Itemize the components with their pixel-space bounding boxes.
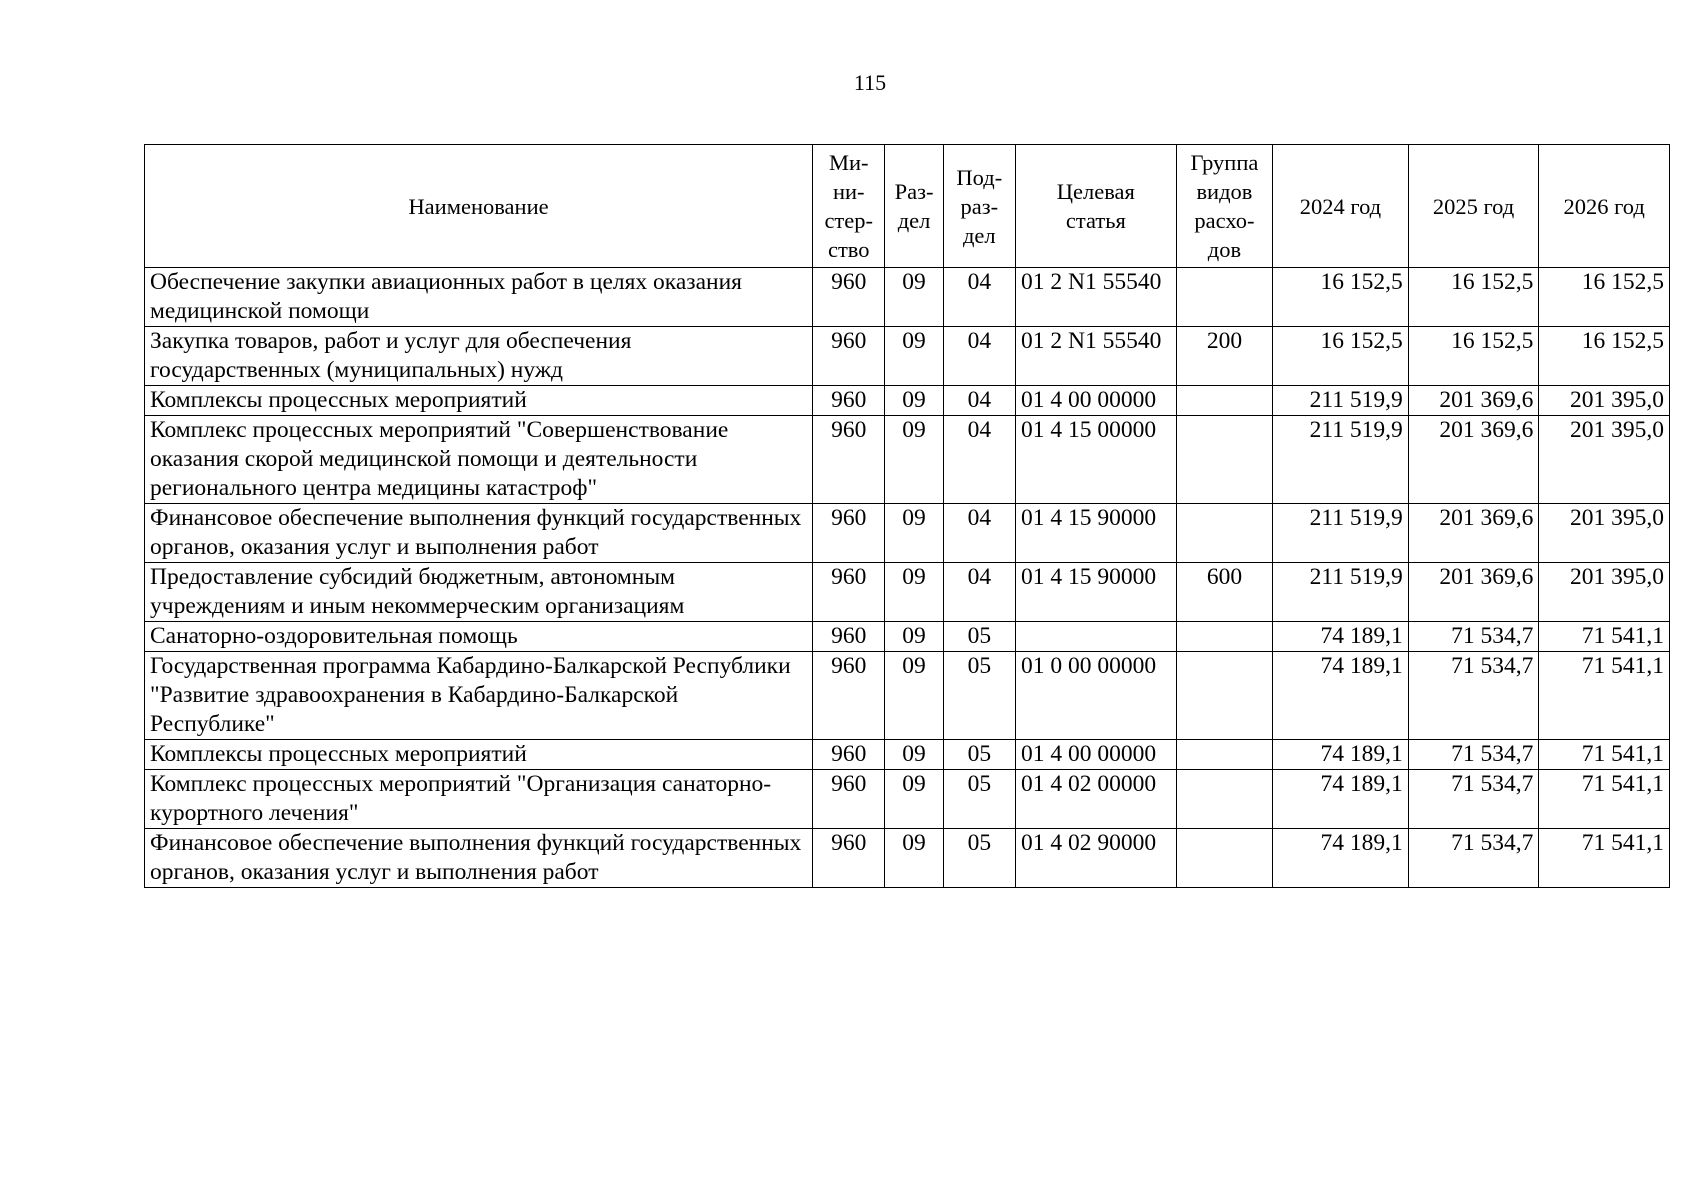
- row-subsection: 04: [943, 327, 1015, 386]
- row-section: 09: [885, 829, 943, 888]
- row-2026: 71 541,1: [1539, 740, 1670, 770]
- row-subsection: 05: [943, 829, 1015, 888]
- header-target: Целевая статья: [1015, 145, 1176, 268]
- row-2024: 74 189,1: [1273, 829, 1409, 888]
- row-name: Комплекс процессных мероприятий "Совершенствование оказания скорой медицинской помощи и деятельности регионального центра медицины катастроф": [145, 416, 813, 504]
- row-expense-group: [1176, 416, 1272, 504]
- row-2025: 71 534,7: [1408, 652, 1539, 740]
- row-expense-group: [1176, 770, 1272, 829]
- row-2024: 74 189,1: [1273, 740, 1409, 770]
- row-2026: 71 541,1: [1539, 829, 1670, 888]
- row-target: [1015, 622, 1176, 652]
- row-ministry: 960: [813, 829, 885, 888]
- table-row: [145, 504, 1670, 563]
- table-row: [145, 740, 1670, 770]
- row-2024: 74 189,1: [1273, 770, 1409, 829]
- row-2024: 74 189,1: [1273, 622, 1409, 652]
- row-target: 01 4 15 90000: [1015, 504, 1176, 563]
- row-2025: 71 534,7: [1408, 740, 1539, 770]
- row-section: 09: [885, 268, 943, 327]
- row-subsection: 04: [943, 416, 1015, 504]
- row-name: Предоставление субсидий бюджетным, автономным учреждениям и иным некоммерческим организациям: [145, 563, 813, 622]
- row-2024: 74 189,1: [1273, 652, 1409, 740]
- row-2025: 16 152,5: [1408, 327, 1539, 386]
- row-expense-group: [1176, 740, 1272, 770]
- row-2026: 201 395,0: [1539, 563, 1670, 622]
- row-2026: 71 541,1: [1539, 770, 1670, 829]
- row-subsection: 04: [943, 563, 1015, 622]
- row-subsection: 04: [943, 386, 1015, 416]
- row-expense-group: [1176, 268, 1272, 327]
- row-2026: 16 152,5: [1539, 268, 1670, 327]
- row-expense-group: 200: [1176, 327, 1272, 386]
- table-row: [145, 829, 1670, 888]
- table-row: [145, 652, 1670, 740]
- row-section: 09: [885, 386, 943, 416]
- row-2026: 71 541,1: [1539, 652, 1670, 740]
- row-target: 01 2 N1 55540: [1015, 327, 1176, 386]
- page-number: 115: [853, 70, 887, 95]
- row-expense-group: [1176, 622, 1272, 652]
- row-section: 09: [885, 770, 943, 829]
- header-expense-group: Группа видов расхо- дов: [1176, 145, 1272, 268]
- row-section: 09: [885, 416, 943, 504]
- row-target: 01 4 00 00000: [1015, 386, 1176, 416]
- row-2024: 211 519,9: [1273, 504, 1409, 563]
- row-2024: 211 519,9: [1273, 386, 1409, 416]
- table-row: [145, 416, 1670, 504]
- row-expense-group: [1176, 829, 1272, 888]
- header-2025: 2025 год: [1408, 145, 1539, 268]
- row-target: 01 4 15 90000: [1015, 563, 1176, 622]
- row-subsection: 04: [943, 268, 1015, 327]
- row-2024: 16 152,5: [1273, 327, 1409, 386]
- table-row: [145, 622, 1670, 652]
- header-subsection: Под- раз- дел: [943, 145, 1015, 268]
- row-section: 09: [885, 563, 943, 622]
- row-target: 01 4 00 00000: [1015, 740, 1176, 770]
- row-target: 01 4 15 00000: [1015, 416, 1176, 504]
- row-2026: 201 395,0: [1539, 386, 1670, 416]
- table-body: [145, 268, 1670, 888]
- row-expense-group: [1176, 386, 1272, 416]
- row-ministry: 960: [813, 268, 885, 327]
- row-ministry: 960: [813, 327, 885, 386]
- row-target: 01 2 N1 55540: [1015, 268, 1176, 327]
- row-2025: 71 534,7: [1408, 622, 1539, 652]
- table-row: [145, 386, 1670, 416]
- table-header: [145, 145, 1670, 268]
- header-2026: 2026 год: [1539, 145, 1670, 268]
- row-ministry: 960: [813, 504, 885, 563]
- row-2025: 16 152,5: [1408, 268, 1539, 327]
- row-name: Обеспечение закупки авиационных работ в целях оказания медицинской помощи: [145, 268, 813, 327]
- header-name: Наименование: [145, 145, 813, 268]
- row-subsection: 05: [943, 770, 1015, 829]
- row-target: 01 4 02 90000: [1015, 829, 1176, 888]
- table-row: [145, 268, 1670, 327]
- row-expense-group: 600: [1176, 563, 1272, 622]
- row-name: Финансовое обеспечение выполнения функций государственных органов, оказания услуг и выполнения работ: [145, 504, 813, 563]
- header-ministry: Ми- ни- стер- ство: [813, 145, 885, 268]
- row-section: 09: [885, 622, 943, 652]
- row-target: 01 4 02 00000: [1015, 770, 1176, 829]
- row-2026: 71 541,1: [1539, 622, 1670, 652]
- row-2024: 16 152,5: [1273, 268, 1409, 327]
- row-section: 09: [885, 504, 943, 563]
- row-name: Закупка товаров, работ и услуг для обеспечения государственных (муниципальных) нужд: [145, 327, 813, 386]
- row-name: Финансовое обеспечение выполнения функций государственных органов, оказания услуг и выполнения работ: [145, 829, 813, 888]
- row-2026: 201 395,0: [1539, 504, 1670, 563]
- row-expense-group: [1176, 504, 1272, 563]
- row-subsection: 05: [943, 652, 1015, 740]
- row-2025: 201 369,6: [1408, 386, 1539, 416]
- row-2024: 211 519,9: [1273, 563, 1409, 622]
- row-subsection: 05: [943, 622, 1015, 652]
- row-2025: 201 369,6: [1408, 504, 1539, 563]
- row-2025: 71 534,7: [1408, 770, 1539, 829]
- row-2025: 71 534,7: [1408, 829, 1539, 888]
- row-ministry: 960: [813, 740, 885, 770]
- budget-table: [144, 144, 1670, 888]
- row-section: 09: [885, 327, 943, 386]
- table-row: [145, 327, 1670, 386]
- row-ministry: 960: [813, 563, 885, 622]
- row-subsection: 04: [943, 504, 1015, 563]
- row-section: 09: [885, 652, 943, 740]
- row-name: Комплексы процессных мероприятий: [145, 740, 813, 770]
- row-2025: 201 369,6: [1408, 416, 1539, 504]
- header-section: Раз- дел: [885, 145, 943, 268]
- row-ministry: 960: [813, 770, 885, 829]
- row-ministry: 960: [813, 386, 885, 416]
- header-2024: 2024 год: [1273, 145, 1409, 268]
- row-ministry: 960: [813, 416, 885, 504]
- row-ministry: 960: [813, 652, 885, 740]
- row-2026: 201 395,0: [1539, 416, 1670, 504]
- table-row: [145, 563, 1670, 622]
- row-target: 01 0 00 00000: [1015, 652, 1176, 740]
- row-2025: 201 369,6: [1408, 563, 1539, 622]
- row-name: Санаторно-оздоровительная помощь: [145, 622, 813, 652]
- table-row: [145, 770, 1670, 829]
- row-name: Комплексы процессных мероприятий: [145, 386, 813, 416]
- row-expense-group: [1176, 652, 1272, 740]
- row-2026: 16 152,5: [1539, 327, 1670, 386]
- row-ministry: 960: [813, 622, 885, 652]
- row-2024: 211 519,9: [1273, 416, 1409, 504]
- row-name: Государственная программа Кабардино-Балкарской Республики "Развитие здравоохранения в Кабардино-Балкарской Республике": [145, 652, 813, 740]
- row-subsection: 05: [943, 740, 1015, 770]
- row-section: 09: [885, 740, 943, 770]
- row-name: Комплекс процессных мероприятий "Организация санаторно-курортного лечения": [145, 770, 813, 829]
